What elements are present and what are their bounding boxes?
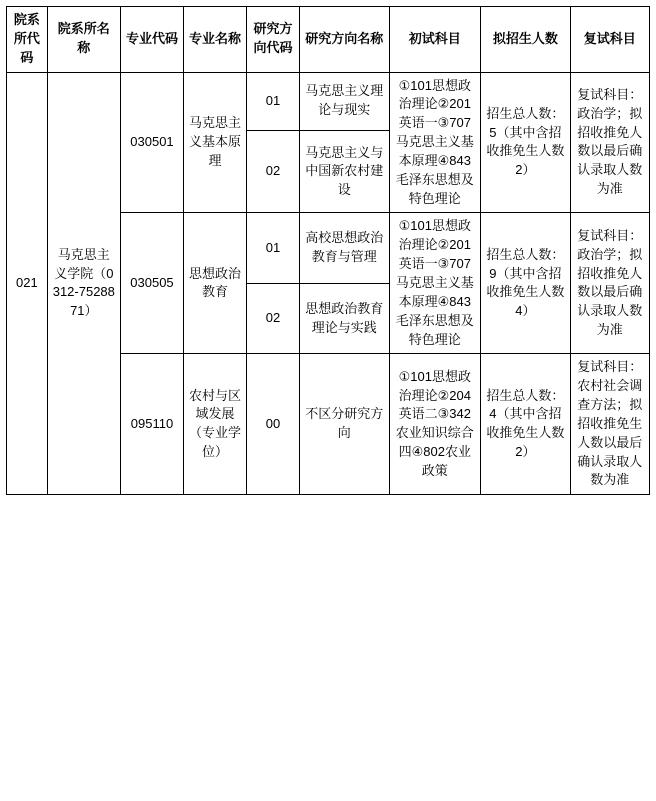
- header-planned-enrollment: 拟招生人数: [481, 7, 571, 73]
- cell-direction-code: 02: [247, 283, 300, 353]
- header-exam-subjects: 初试科目: [389, 7, 481, 73]
- header-direction-name: 研究方向名称: [299, 7, 389, 73]
- cell-exam-subjects: ①101思想政治理论②204英语二③342农业知识综合四④802农业政策: [389, 354, 481, 495]
- cell-direction-name: 马克思主义与中国新农村建设: [299, 131, 389, 213]
- cell-direction-name: 思想政治教育理论与实践: [299, 283, 389, 353]
- cell-major-code: 030501: [120, 72, 183, 213]
- cell-retest-subjects: 复试科目：政治学；拟招收推免人数以最后确认录取人数为准: [570, 213, 649, 354]
- table-row: [7, 72, 650, 131]
- table-header: [7, 7, 650, 73]
- cell-exam-subjects: ①101思想政治理论②201英语一③707马克思主义基本原理④843毛泽东思想及特色理论: [389, 72, 481, 213]
- cell-direction-code: 02: [247, 131, 300, 213]
- cell-planned-enrollment: 招生总人数：5（其中含招收推免生人数2）: [481, 72, 571, 213]
- cell-direction-name: 马克思主义理论与现实: [299, 72, 389, 131]
- cell-direction-code: 01: [247, 72, 300, 131]
- cell-major-name: 马克思主义基本原理: [184, 72, 247, 213]
- header-retest-subjects: 复试科目: [570, 7, 649, 73]
- cell-retest-subjects: 复试科目：农村社会调查方法；拟招收推免生人数以最后确认录取人数为准: [570, 354, 649, 495]
- cell-retest-subjects: 复试科目：政治学；拟招收推免人数以最后确认录取人数为准: [570, 72, 649, 213]
- cell-major-name: 农村与区域发展（专业学位）: [184, 354, 247, 495]
- cell-direction-code: 01: [247, 213, 300, 283]
- cell-direction-name: 高校思想政治教育与管理: [299, 213, 389, 283]
- cell-exam-subjects: ①101思想政治理论②201英语一③707马克思主义基本原理④843毛泽东思想及特色理论: [389, 213, 481, 354]
- header-direction-code: 研究方向代码: [247, 7, 300, 73]
- header-row: [7, 7, 650, 73]
- cell-planned-enrollment: 招生总人数：9（其中含招收推免生人数4）: [481, 213, 571, 354]
- cell-major-code: 030505: [120, 213, 183, 354]
- majors-table: [6, 6, 650, 495]
- header-dept-code: 院系所代码: [7, 7, 48, 73]
- header-dept-name: 院系所名称: [47, 7, 120, 73]
- table-body: [7, 72, 650, 495]
- cell-planned-enrollment: 招生总人数：4（其中含招收推免生人数2）: [481, 354, 571, 495]
- header-major-name: 专业名称: [184, 7, 247, 73]
- cell-dept-name: 马克思主义学院（0312-7528871）: [47, 72, 120, 495]
- cell-major-name: 思想政治教育: [184, 213, 247, 354]
- cell-dept-code: 021: [7, 72, 48, 495]
- cell-major-code: 095110: [120, 354, 183, 495]
- cell-direction-name: 不区分研究方向: [299, 354, 389, 495]
- cell-direction-code: 00: [247, 354, 300, 495]
- header-major-code: 专业代码: [120, 7, 183, 73]
